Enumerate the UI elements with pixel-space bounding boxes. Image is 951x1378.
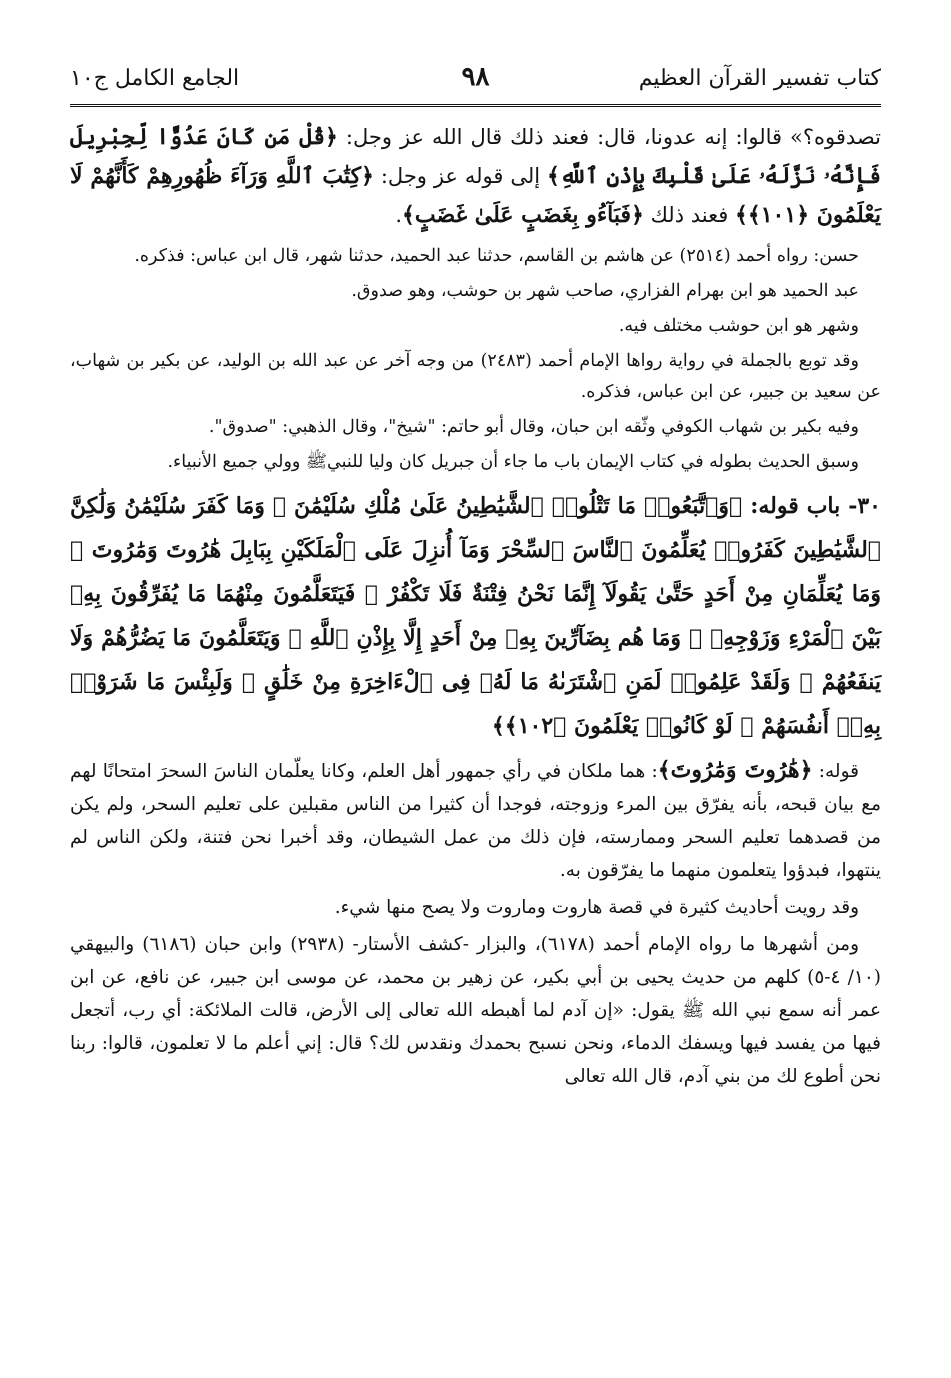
takhrij-note: وقد توبع بالجملة في رواية رواها الإمام أحمد (٢٤٨٣) من وجه آخر عن عبد الله بن الوليد، عن بكير بن شهاب، عن سعيد بن جبير، عن ابن عباس، فذكره.	[70, 351, 881, 402]
commentary-paragraph: وقد رويت أحاديث كثيرة في قصة هاروت وماروت ولا يصح منها شيء.	[334, 897, 859, 918]
text-run: : هما ملكان في رأي جمهور أهل العلم، وكانا يعلّمان الناسَ السحرَ امتحانًا لهم مع بيان قبحه، بأنه يفرّق بين المرء وزوجته، فوجدا أن كثيرا من الناس مقبلين على تعليم السحر، ولم يكن من قصدهما تعليم السحر وممارسته، فإن ذلك من عمل الشيطان، وقد أخبرا نحن فتنة، ولكن الناس لم ينتهوا، فبدؤوا يتعلمون منهما ما يفرّقون به.	[70, 761, 881, 881]
chapter-title: ٣٠- باب قوله:	[742, 493, 881, 519]
takhrij-note: عبد الحميد هو ابن بهرام الفزاري، صاحب شهر بن حوشب، وهو صدوق.	[351, 281, 859, 301]
text-run: تصدقوه؟» قالوا: إنه عدونا، قال: فعند ذلك قال الله عز وجل:	[337, 125, 881, 149]
quran-verse: ﴿فَبَآءُو بِغَضَبٍ عَلَىٰ غَضَبٍ﴾	[402, 202, 644, 228]
book-title: كتاب تفسير القرآن العظيم	[638, 66, 881, 91]
quran-verse: ﴿وَٱتَّبَعُوا۟ مَا تَتْلُوا۟ ٱلشَّيَٰطِينُ عَلَىٰ مُلْكِ سُلَيْمَٰنَ ۖ وَمَا كَفَرَ سُلَيْمَٰنُ وَلَٰكِنَّ ٱلشَّيَٰطِينَ كَفَرُوا۟ يُعَلِّمُونَ ٱلنَّاسَ ٱلسِّحْرَ وَمَآ أُنزِلَ عَلَى ٱلْمَلَكَيْنِ بِبَابِلَ هَٰرُوتَ وَمَٰرُوتَ ۚ وَمَا يُعَلِّمَانِ مِنْ أَحَدٍ حَتَّىٰ يَقُولَآ إِنَّمَا نَحْنُ فِتْنَةٌ فَلَا تَكْفُرْ ۖ فَيَتَعَلَّمُونَ مِنْهُمَا مَا يُفَرِّقُونَ بِهِۦ بَيْنَ ٱلْمَرْءِ وَزَوْجِهِۦ ۚ وَمَا هُم بِضَآرِّينَ بِهِۦ مِنْ أَحَدٍ إِلَّا بِإِذْنِ ٱللَّهِ ۚ وَيَتَعَلَّمُونَ مَا يَضُرُّهُمْ وَلَا يَنفَعُهُمْ ۚ وَلَقَدْ عَلِمُوا۟ لَمَنِ ٱشْتَرَىٰهُ مَا لَهُۥ فِى ٱلْءَاخِرَةِ مِنْ خَلَٰقٍ ۚ وَلَبِئْسَ مَا شَرَوْا۟ بِهِۦٓ أَنفُسَهُمْ ۚ لَوْ كَانُوا۟ يَعْلَمُونَ ﴿١٠٢﴾﴾	[70, 493, 881, 739]
quran-verse: ﴿كِتَٰبَ ٱللَّهِ وَرَآءَ ظُهُورِهِمْ كَأَنَّهُمْ لَا يَعْلَمُونَ ﴿١٠١﴾﴾	[70, 163, 881, 228]
chapter-heading	[70, 484, 881, 748]
volume-label: الجامع الكامل ج١٠	[70, 66, 240, 91]
takhrij-note: وشهر هو ابن حوشب مختلف فيه.	[618, 316, 859, 336]
takhrij-note: حسن: رواه أحمد (٢٥١٤) عن هاشم بن القاسم، حدثنا عبد الحميد، حدثنا شهر، قال ابن عباس: فذكره.	[134, 246, 859, 266]
hadith-paragraph	[70, 118, 881, 235]
page-number: ٩٨	[461, 62, 490, 92]
header-divider	[70, 104, 881, 111]
text-run: إلى قوله عز وجل:	[373, 164, 547, 188]
page-content	[70, 118, 881, 1097]
text-run: فعند ذلك	[643, 203, 735, 227]
text-run: قوله:	[812, 761, 859, 782]
page-header	[70, 62, 881, 102]
quran-verse: ﴿قُلْ مَن كَانَ عَدُوًّا لِّجِبْرِيلَ فَإِنَّهُۥ نَزَّلَهُۥ عَلَىٰ قَلْبِكَ بِإِذْنِ ٱللَّهِ﴾	[70, 124, 881, 189]
quran-verse: ﴿هَٰرُوتَ وَمَٰرُوتَ﴾	[657, 757, 813, 783]
text-run: .	[395, 203, 402, 227]
takhrij-note: وفيه بكير بن شهاب الكوفي وثّقه ابن حبان، وقال أبو حاتم: "شيخ"، وقال الذهبي: "صدوق".	[208, 417, 859, 437]
commentary-paragraph: ومن أشهرها ما رواه الإمام أحمد (٦١٧٨)، والبزار -كشف الأستار- (٢٩٣٨) وابن حبان (٦١٨٦) والبيهقي (١٠/ ٤-٥) كلهم من حديث يحيى بن أبي بكير، عن زهير بن محمد، عن موسى ابن جبير، عن نافع، عن ابن عمر أنه سمع نبي الله ﷺ يقول: «إن آدم لما أهبطه الله تعالى إلى الأرض، قالت الملائكة: أي رب، أتجعل فيها من يفسد فيها ويسفك الدماء، ونحن نسبح بحمدك ونقدس لك؟ قال: إني أعلم ما لا تعلمون، قالوا: ربنا نحن أطوع لك من بني آدم، قال الله تعالى	[70, 934, 881, 1087]
commentary-paragraph	[70, 754, 881, 887]
takhrij-note: وسبق الحديث بطوله في كتاب الإيمان باب ما جاء أن جبريل كان وليا للنبيﷺ وولي جميع الأنبياء.	[167, 452, 859, 472]
